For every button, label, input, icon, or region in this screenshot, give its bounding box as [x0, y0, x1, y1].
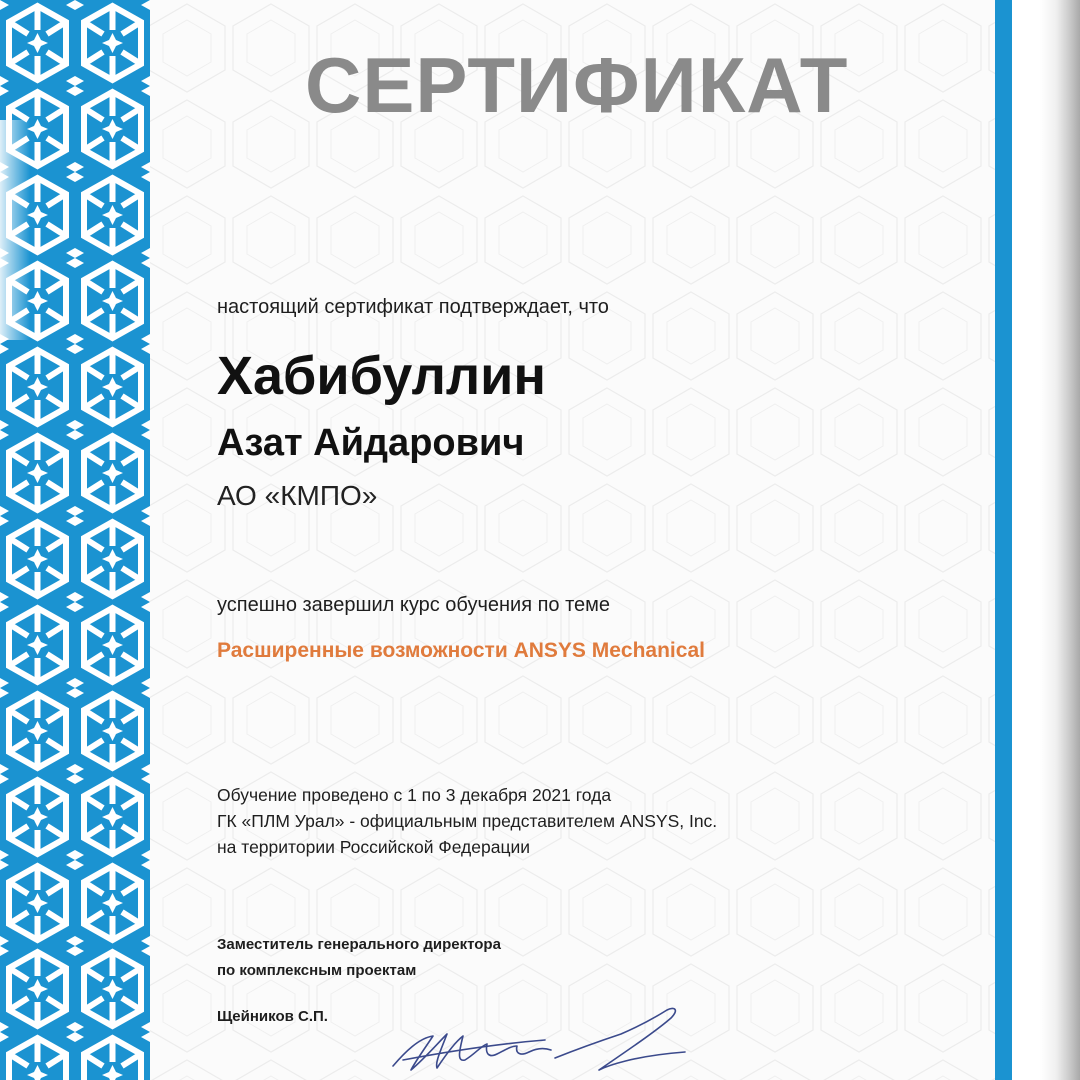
signatory-position-line: Заместитель генерального директора: [217, 936, 501, 953]
background-watermark-pattern: [145, 0, 995, 1080]
intro-text: настоящий сертификат подтверждает, что: [217, 296, 609, 318]
certificate-title: СЕРТИФИКАТ: [305, 41, 849, 129]
recipient-organization: АО «КМПО»: [217, 480, 378, 511]
training-details-line: ГК «ПЛМ Урал» - официальным представителем ANSYS, Inc.: [217, 811, 718, 831]
completion-text: успешно завершил курс обучения по теме: [217, 594, 611, 616]
training-details-line: на территории Российской Федерации: [217, 837, 531, 857]
scan-glare: [0, 120, 30, 340]
signatory-position: [217, 932, 501, 984]
training-details-line: Обучение проведено с 1 по 3 декабря 2021 года: [217, 785, 612, 805]
handwritten-signature-icon: [385, 1000, 695, 1080]
signatory-position-line: по комплексным проектам: [217, 962, 417, 979]
signatory-name: Щейников С.П.: [217, 1008, 328, 1025]
course-title: Расширенные возможности ANSYS Mechanical: [217, 639, 705, 662]
recipient-surname: Хабибуллин: [217, 346, 546, 406]
recipient-given-names: Азат Айдарович: [217, 422, 525, 464]
page-edge-shadow: [1040, 0, 1080, 1080]
right-accent-bar: [995, 0, 1012, 1080]
training-details: [217, 782, 717, 860]
